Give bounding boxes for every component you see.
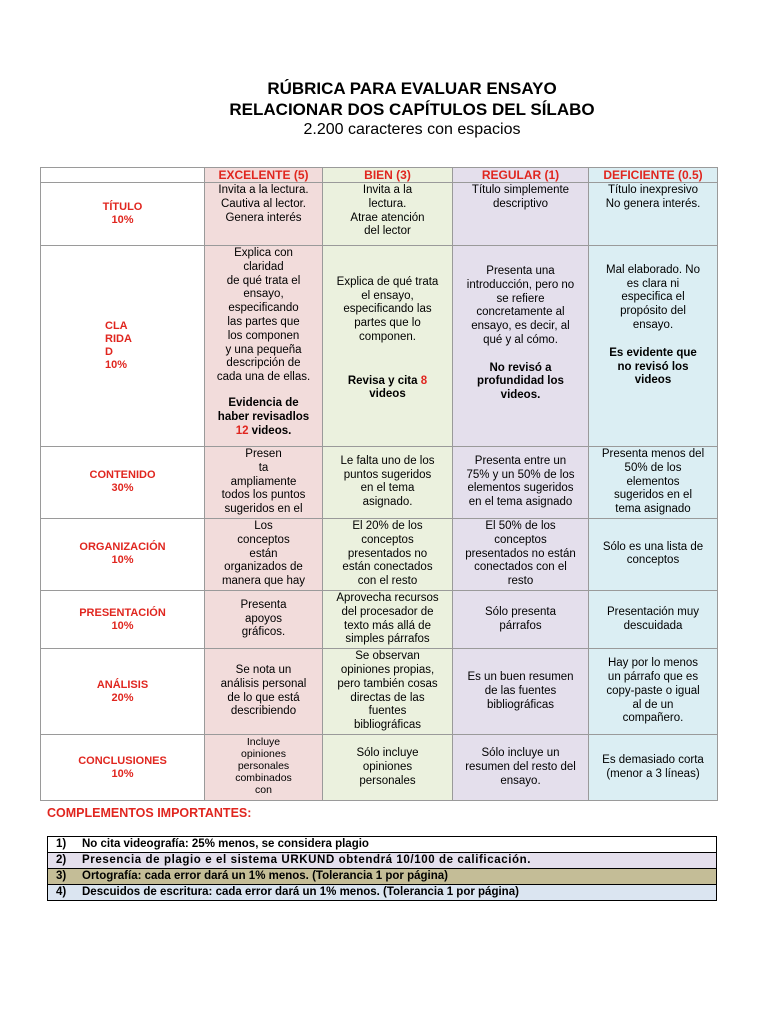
cell-line: Presenta entre un [474,454,567,467]
cell-line: están [249,547,278,560]
cell-line: opiniones [241,748,286,761]
cell-line: con [255,784,272,797]
title-line-1: RÚBRICA PARA EVALUAR ENSAYO [267,79,557,98]
item-number: 4) [56,886,67,898]
cell-line: introducción, pero no [466,278,575,291]
complemento-item [48,885,717,901]
evidence-line-3 [208,425,319,439]
cell-analisis-bien [323,649,453,735]
deficiente-bold [592,347,714,388]
cell-line: Título inexpresivo [607,184,699,196]
cell-line: simples párrafos [345,633,430,646]
cell-line: personales [237,760,290,773]
row-titulo [41,183,718,246]
complementos-title: COMPLEMENTOS IMPORTANTES: [47,806,252,820]
criterion-contenido [41,447,205,519]
cell-line: Incluye [246,736,281,749]
criterion-name: CONTENIDO [89,469,156,482]
criterion-name-1: CLA [105,320,128,332]
criterion-analisis [41,649,205,735]
document-header [0,78,768,140]
cell-line: copy-paste o igual [606,684,700,697]
cell-presentacion-deficiente [589,590,718,648]
cell-line: están conectados [342,561,433,574]
corner-cell [41,168,205,183]
cell-line: en el tema asignado [468,496,573,509]
evidence-line-2: haber revisadlos [217,410,310,423]
cell-line: Sólo incluye [356,746,419,759]
cell-contenido-bien [323,447,453,519]
cell-line: El 50% de los [485,519,556,532]
cell-line: resto [507,575,534,588]
criterion-name: PRESENTACIÓN [79,606,166,619]
cell-line: del procesador de [341,605,434,618]
cell-line: en el tema [360,482,415,495]
cell-line: No revisó a [489,361,552,374]
cell-organizacion-excelente [205,518,323,590]
cell-line: Le falta uno de los [340,454,435,467]
criterion-pct: 10% [111,767,134,780]
cell-presentacion-bien [323,590,453,648]
cell-line: gráficos. [241,626,286,639]
cell-line: Sólo es una lista de [602,540,704,553]
cell-line: combinados [235,772,292,785]
video-count: 12 [235,424,249,437]
cell-line: concretamente al [476,306,565,319]
cell-line: tema asignado [615,503,691,516]
criterion-name: TÍTULO [102,201,143,213]
videos-word: videos. [248,424,292,437]
cell-line: del lector [364,225,411,238]
cell-analisis-deficiente [589,649,718,735]
bien-text [326,276,449,345]
cell-line: presentados no [347,547,428,560]
cell-line: Presenta [240,598,287,611]
bien-count: 8 [420,374,428,387]
criterion-titulo [41,183,205,246]
item-number: 2) [56,854,67,866]
excelente-text [208,247,319,385]
cell-claridad-excelente [205,246,323,447]
cell-line: el ensayo, [361,289,414,302]
cell-line: Es evidente que [609,346,697,359]
cell-line: videos. [500,389,541,402]
cell-line: Se nota un [235,664,292,677]
row-analisis [41,649,718,735]
bien-evidence-2: videos [369,388,406,401]
cell-line: Sólo incluye un [481,746,560,759]
cell-line: Atrae atención [350,211,425,224]
cell-line: con el resto [357,575,418,588]
cell-line: Presenta una [486,264,555,277]
cell-line: pero también cosas [337,677,438,690]
cell-line: compañero. [622,712,684,725]
deficiente-text [592,264,714,333]
cell-line: Los [254,519,273,532]
cell-line: Es un buen resumen [467,670,574,683]
col-header-regular: REGULAR (1) [453,168,589,183]
cell-line: ensayo, [243,288,284,301]
cell-line: Presenta menos del [601,448,705,460]
cell-line: Título simplemente [471,184,570,196]
cell-conclusiones-regular [453,735,589,801]
cell-line: videos [634,374,672,387]
cell-line: Se observan [355,650,420,663]
cell-line: 50% de los [624,461,682,474]
row-conclusiones [41,735,718,801]
regular-bold [456,362,585,403]
cell-line: elementos sugeridos [467,482,574,495]
cell-line: Genera interés [225,211,302,224]
criterion-presentacion [41,590,205,648]
criterion-name-2: RIDA [105,333,132,345]
cell-line: claridad [243,260,284,273]
item-number: 1) [56,838,67,850]
criterion-pct: 10% [111,214,134,226]
cell-line: ensayo. [500,774,541,787]
cell-line: conceptos [237,533,290,546]
cell-line: describiendo [230,705,297,718]
item-text: Presencia de plagio e el sistema URKUND obtendrá 10/100 de calificación. [82,854,532,866]
criterion-pct: 10% [105,359,128,371]
cell-line: sugeridos en el [224,503,303,516]
evidence-line-1: Evidencia de [228,396,299,409]
cell-line: todos los puntos [221,489,306,502]
cell-line: de qué trata el [226,274,301,287]
cell-conclusiones-deficiente [589,735,718,801]
cell-line: qué y al cómo. [483,333,558,346]
col-header-deficiente: DEFICIENTE (0.5) [589,168,718,183]
complemento-item [48,869,717,885]
cell-line: No genera interés. [605,197,701,210]
cell-line: apoyos [244,612,283,625]
cell-line: presentados no están [465,547,576,560]
cell-contenido-deficiente [589,447,718,519]
cell-line: ensayo, es decir, al [471,320,570,333]
cell-line: al de un [632,698,674,711]
cell-titulo-regular [453,183,589,246]
cell-claridad-regular [453,246,589,447]
header-row [41,168,718,183]
item-text: Descuidos de escritura: cada error dará un 1% menos. (Tolerancia 1 por página) [82,886,519,898]
cell-line: opiniones propias, [340,663,435,676]
cell-line: El 20% de los [352,519,423,532]
cell-claridad-deficiente [589,246,718,447]
criterion-pct: 30% [111,482,134,495]
cell-line: de las fuentes [484,684,557,697]
cell-conclusiones-excelente [205,735,323,801]
cell-line: Cautiva al lector. [220,197,306,210]
cell-line: las partes que [227,315,300,328]
cell-line: componen. [359,330,416,343]
cell-line: lectura. [368,197,407,210]
cell-titulo-bien [323,183,453,246]
cell-line: sugeridos en el [614,489,692,502]
cell-organizacion-regular [453,518,589,590]
cell-line: puntos sugeridos [343,468,432,481]
cell-analisis-excelente [205,649,323,735]
cell-line: Hay por lo menos [607,657,699,670]
row-claridad [41,246,718,447]
cell-line: ensayo. [632,319,674,331]
title-line-2: RELACIONAR DOS CAPÍTULOS DEL SÍLABO [229,100,595,119]
cell-line: es clara ni [626,277,680,290]
item-text: Ortografía: cada error dará un 1% menos. (Tolerancia 1 por página) [82,870,448,882]
criterion-name: ORGANIZACIÓN [79,541,166,554]
complemento-item [48,837,717,853]
cell-contenido-regular [453,447,589,519]
cell-line: organizados de [224,561,303,574]
cell-line: Invita a la [362,184,413,196]
cell-line: conceptos [494,533,547,546]
cell-line: directas de las [350,691,425,704]
cell-line: elementos [626,475,680,488]
row-organizacion [41,518,718,590]
cell-line: de lo que está [227,691,300,704]
criterion-organizacion [41,518,205,590]
complementos-table [47,836,717,901]
col-header-excelente: EXCELENTE (5) [205,168,323,183]
cell-presentacion-regular [453,590,589,648]
item-text: No cita videografía: 25% menos, se considera plagio [82,838,369,850]
cell-line: no revisó los [617,360,689,373]
item-number: 3) [56,870,67,882]
cell-line: 75% y un 50% de los [466,468,575,481]
cell-line: descuidada [623,619,683,632]
criterion-conclusiones [41,735,205,801]
cell-line: párrafos [499,619,542,632]
cell-line: conectados con el [474,561,567,574]
cell-line: los componen [227,329,300,342]
cell-line: asignado. [362,496,413,509]
cell-analisis-regular [453,649,589,735]
cell-organizacion-deficiente [589,518,718,590]
criterion-name: CONCLUSIONES [78,754,167,767]
cell-line: conceptos [361,533,414,546]
cell-line: Explica de qué trata [336,275,439,288]
cell-line: resumen del resto del [465,760,576,773]
subtitle: 2.200 caracteres con espacios [303,121,521,138]
cell-line: Aprovecha recursos [336,591,439,604]
cell-line: especificando [228,302,299,315]
cell-line: cada una de ellas. [216,371,311,384]
cell-line: fuentes [368,705,407,718]
cell-line: propósito del [620,305,686,318]
col-header-bien: BIEN (3) [323,168,453,183]
cell-conclusiones-bien [323,735,453,801]
cell-line: conceptos [626,554,680,567]
cell-line: opiniones [362,760,413,773]
cell-line: (menor a 3 líneas) [606,767,700,780]
cell-contenido-excelente [205,447,323,519]
criterion-claridad [41,246,205,447]
bien-cite: Revisa y cita [347,374,421,387]
cell-line: Mal elaborado. No [606,263,700,276]
complemento-item [48,853,717,869]
cell-line: especifica el [621,291,685,304]
cell-line: especificando las [343,303,432,316]
rubric-table [40,167,718,801]
cell-line: ampliamente [230,475,297,488]
cell-line: Sólo presenta [485,605,556,618]
criterion-pct: 20% [111,691,134,704]
criterion-name-3: D [105,346,113,358]
row-contenido [41,447,718,519]
cell-line: texto más allá de [344,619,431,632]
cell-presentacion-excelente [205,590,323,648]
cell-titulo-excelente [205,183,323,246]
cell-line: se refiere [496,292,545,305]
cell-line: descriptivo [493,197,548,210]
cell-line: Presentación muy [606,605,700,618]
cell-line: análisis personal [220,677,307,690]
cell-claridad-bien [323,246,453,447]
cell-organizacion-bien [323,518,453,590]
criterion-name: ANÁLISIS [96,678,149,691]
cell-line: Invita a la lectura. [218,184,309,196]
cell-line: personales [359,774,416,787]
cell-line: profundidad los [477,375,564,388]
regular-text [456,265,585,348]
cell-line: manera que hay [221,575,306,588]
criterion-pct: 10% [111,554,134,567]
cell-titulo-deficiente [589,183,718,246]
criterion-pct: 10% [111,619,134,632]
cell-line: bibliográficas [486,698,555,711]
cell-line: partes que lo [354,317,421,330]
cell-line: bibliográficas [353,719,422,732]
cell-line: Presen [245,448,282,460]
bien-evidence-1 [326,375,449,389]
row-presentacion [41,590,718,648]
cell-line: Es demasiado corta [602,753,704,766]
cell-line: descripción de [226,357,301,370]
cell-line: y una pequeña [225,343,302,356]
cell-line: un párrafo que es [607,670,699,683]
cell-line: ta [258,461,269,474]
cell-line: Explica con [234,247,293,259]
